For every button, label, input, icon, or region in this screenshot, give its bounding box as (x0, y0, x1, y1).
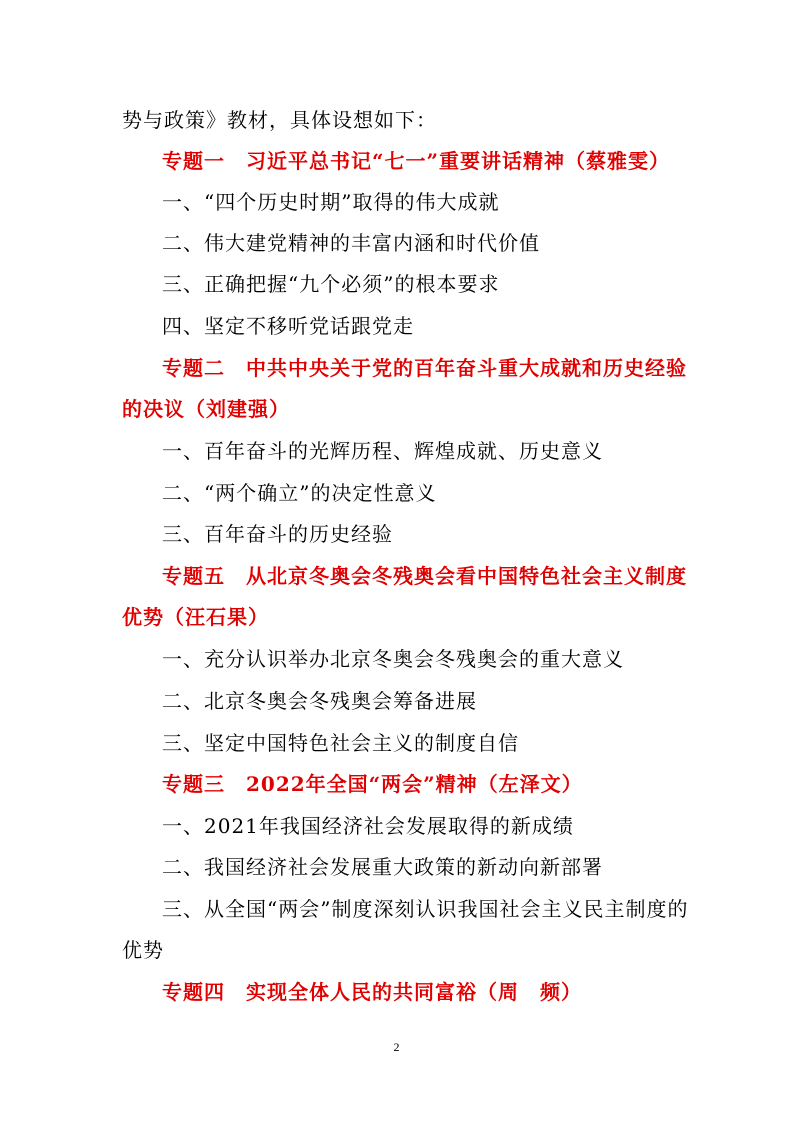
topic-3-item-1: 一、2021年我国经济社会发展取得的新成绩 (162, 814, 574, 838)
topic-3-item-2: 二、我国经济社会发展重大政策的新动向新部署 (162, 855, 603, 879)
topic-5-item-2: 二、北京冬奥会冬残奥会筹备进展 (162, 689, 477, 713)
page-number: 2 (393, 1040, 400, 1054)
topic-2-item-1: 一、百年奋斗的光辉历程、辉煌成就、历史意义 (162, 439, 603, 463)
topic-4-heading: 专题四 实现全体人民的共同富裕（周 频） (162, 980, 582, 1004)
intro-line: 势与政策》教材，具体设想如下： (122, 108, 437, 132)
topic-2-item-3: 三、百年奋斗的历史经验 (162, 522, 393, 546)
topic-3-heading: 专题三 2022年全国“两会”精神（左泽文） (162, 772, 583, 796)
topic-2-heading: 专题二 中共中央关于党的百年奋斗重大成就和历史经验 (162, 356, 687, 380)
topic-1-heading: 专题一 习近平总书记“七一”重要讲话精神（蔡雅雯） (162, 149, 671, 173)
topic-1-item-1: 一、“四个历史时期”取得的伟大成就 (162, 190, 500, 214)
topic-2-item-2: 二、“两个确立”的决定性意义 (162, 481, 437, 505)
topic-3-item-3-cont: 优势 (122, 938, 164, 962)
topic-5-heading: 专题五 从北京冬奥会冬残奥会看中国特色社会主义制度 (162, 564, 687, 588)
topic-5-item-1: 一、充分认识举办北京冬奥会冬残奥会的重大意义 (162, 647, 624, 671)
topic-5-heading-cont: 优势（汪石果） (122, 605, 269, 629)
topic-1-item-4: 四、坚定不移听党话跟党走 (162, 314, 414, 338)
topic-1-item-2: 二、伟大建党精神的丰富内涵和时代价值 (162, 231, 540, 255)
topic-2-heading-cont: 的决议（刘建强） (122, 397, 290, 421)
topic-5-item-3: 三、坚定中国特色社会主义的制度自信 (162, 731, 519, 755)
topic-3-item-3: 三、从全国“两会”制度深刻认识我国社会主义民主制度的 (162, 897, 689, 921)
topic-1-item-3: 三、正确把握“九个必须”的根本要求 (162, 272, 500, 296)
